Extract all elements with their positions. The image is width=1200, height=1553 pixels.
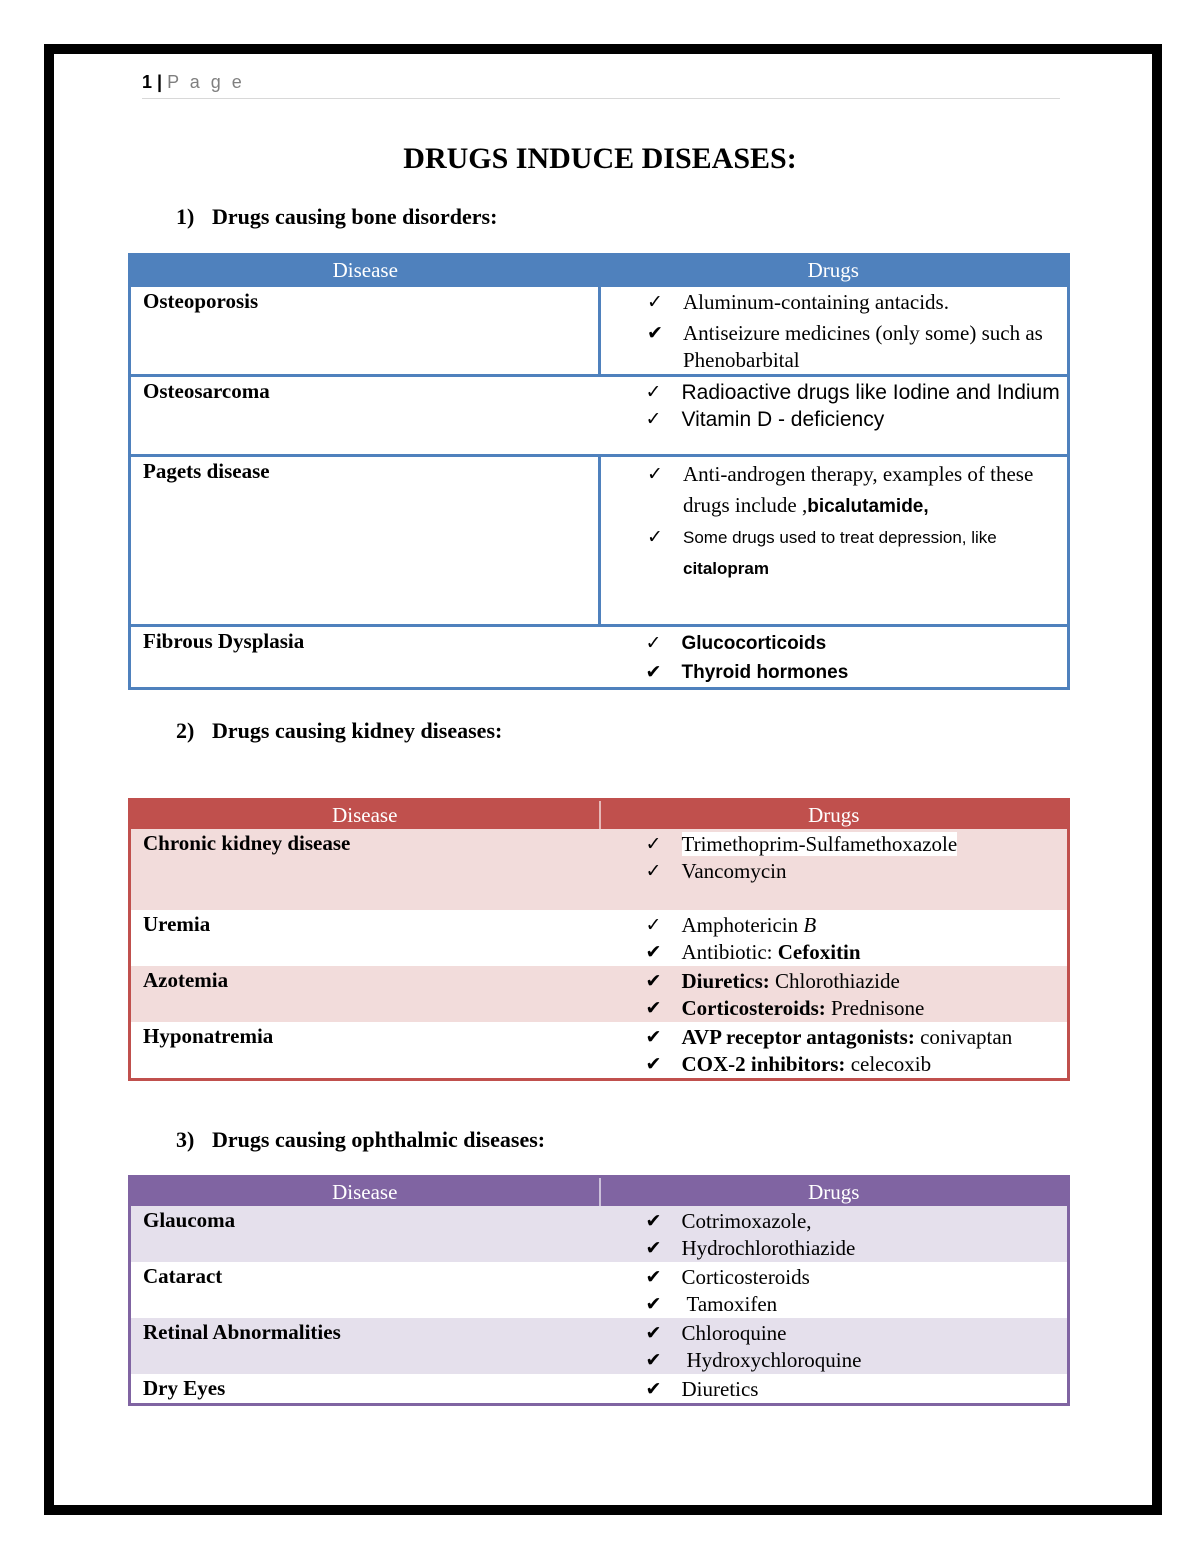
list-item [646, 1347, 1068, 1374]
checkmark-icon: ✔ [645, 1322, 662, 1344]
checkmark-icon: ✔ [645, 941, 662, 963]
drug-text: Cotrimoxazole, [681, 1209, 812, 1233]
checkmark-icon: ✔ [645, 661, 662, 683]
checkmark-icon: ✓ [645, 381, 662, 403]
table-row [130, 1022, 1069, 1080]
section-heading-bone [176, 204, 497, 230]
drug-class: AVP receptor antagonists: [681, 1025, 915, 1049]
disease-cell: Uremia [143, 912, 211, 936]
drug-text: Diuretics [681, 1377, 759, 1401]
checkmark-icon: ✓ [647, 526, 663, 548]
table-row [130, 286, 1069, 376]
list-item [646, 831, 1068, 858]
list-item [646, 1235, 1068, 1262]
section-heading-ophthalmic [176, 1127, 545, 1153]
drug-text: Antibiotic: [681, 940, 778, 964]
drug-text: Glucocorticoids [681, 633, 827, 654]
table-row [130, 376, 1069, 456]
page-number: 1 [142, 72, 153, 92]
list-item [646, 1024, 1068, 1051]
drugs-cell [600, 1318, 1069, 1374]
drug-text: Aluminum-containing antacids. [683, 290, 949, 314]
checkmark-icon: ✓ [645, 860, 662, 882]
checkmark-icon: ✔ [645, 1293, 662, 1315]
list-item [647, 289, 1067, 316]
checkmark-icon: ✓ [645, 833, 662, 855]
section-number: 1) [176, 204, 195, 229]
drug-text: conivaptan [914, 1025, 1013, 1049]
table-header-row [130, 255, 1069, 286]
list-item [647, 459, 1067, 522]
drugs-cell [600, 1022, 1069, 1080]
disease-cell: Glaucoma [130, 1206, 600, 1262]
checkmark-icon: ✔ [645, 1053, 662, 1075]
checkmark-icon: ✔ [647, 322, 663, 344]
ophthalmic-diseases-table [128, 1175, 1070, 1406]
list-item [646, 995, 1068, 1022]
list-item [647, 320, 1067, 374]
disease-cell: Fibrous Dysplasia [130, 626, 600, 689]
list-item [646, 1051, 1068, 1078]
column-header-disease: Disease [130, 1177, 600, 1207]
disease-cell: Retinal Abnormalities [130, 1318, 600, 1374]
list-item [646, 1208, 1068, 1235]
drug-text: Anti-androgen therapy, examples of these drugs include , [683, 462, 1034, 517]
drugs-cell [600, 286, 1069, 376]
disease-cell: Dry Eyes [143, 1376, 226, 1400]
drug-text: Radioactive drugs like Iodine and Indium [681, 381, 1060, 404]
checkmark-icon: ✔ [645, 1266, 662, 1288]
checkmark-icon: ✔ [645, 970, 662, 992]
section-title: Drugs causing bone disorders: [212, 204, 498, 229]
table-row [130, 829, 1069, 910]
drug-text: Thyroid hormones [681, 662, 849, 683]
checkmark-icon: ✓ [645, 632, 662, 654]
drug-text: Chlorothiazide [769, 969, 900, 993]
drug-text: Amphotericin [681, 913, 804, 937]
section-number: 2) [176, 718, 195, 743]
list-item [646, 629, 1068, 658]
drugs-cell [600, 1206, 1069, 1262]
list-item [646, 912, 1068, 939]
drug-class: COX-2 inhibitors: [681, 1052, 846, 1076]
drug-text: Vancomycin [681, 859, 787, 883]
disease-cell: Osteosarcoma [130, 376, 600, 456]
drug-text: Prednisone [825, 996, 925, 1020]
header-separator: | [157, 72, 163, 92]
list-item [646, 406, 1068, 433]
list-item [646, 1376, 1068, 1403]
drug-text: Trimethoprim-Sulfamethoxazole [681, 832, 958, 856]
column-header-drugs: Drugs [600, 800, 1069, 830]
list-item [646, 968, 1068, 995]
drug-text: Some drugs used to treat depression, like [683, 528, 997, 547]
table-row [130, 456, 1069, 626]
drugs-cell [600, 1374, 1069, 1405]
drug-class: Corticosteroids: [681, 996, 826, 1020]
drugs-cell [600, 910, 1069, 966]
column-header-drugs: Drugs [600, 255, 1069, 286]
table-header-row [130, 1177, 1069, 1207]
list-item [646, 379, 1068, 406]
drug-text: Antiseizure medicines (only some) such as Phenobarbital [683, 321, 1043, 372]
disease-cell: Chronic kidney disease [130, 829, 600, 910]
section-number: 3) [176, 1127, 195, 1152]
drug-name: bicalutamide, [807, 496, 929, 517]
drug-text: Chloroquine [681, 1321, 787, 1345]
bone-disorders-table [128, 253, 1070, 690]
checkmark-icon: ✓ [647, 291, 663, 313]
column-header-drugs: Drugs [600, 1177, 1069, 1207]
column-header-disease: Disease [130, 255, 600, 286]
checkmark-icon: ✔ [645, 1210, 662, 1232]
disease-cell: Hyponatremia [143, 1024, 274, 1048]
checkmark-icon: ✔ [645, 1349, 662, 1371]
checkmark-icon: ✓ [647, 463, 663, 485]
list-item [646, 658, 1068, 687]
drug-text: Hydroxychloroquine [686, 1348, 862, 1372]
drugs-cell [600, 829, 1069, 910]
page-label: P a g e [167, 72, 245, 92]
drug-text: Hydrochlorothiazide [681, 1236, 856, 1260]
table-header-row [130, 800, 1069, 830]
disease-cell: Azotemia [130, 966, 600, 1022]
checkmark-icon: ✔ [645, 1378, 662, 1400]
drugs-cell [600, 1262, 1069, 1318]
drug-name: Cefoxitin [777, 940, 861, 964]
table-row [130, 1206, 1069, 1262]
drug-text: celecoxib [845, 1052, 932, 1076]
list-item [646, 858, 1068, 885]
checkmark-icon: ✔ [645, 997, 662, 1019]
drugs-cell [600, 626, 1069, 689]
drug-text: Corticosteroids [681, 1265, 810, 1289]
drug-text: Tamoxifen [686, 1292, 778, 1316]
drug-text-italic: B [803, 913, 817, 937]
disease-cell: Cataract [143, 1264, 223, 1288]
drugs-cell [600, 456, 1069, 626]
list-item [647, 522, 1067, 584]
checkmark-icon: ✓ [645, 914, 662, 936]
disease-cell: Pagets disease [130, 456, 600, 626]
list-item [646, 1291, 1068, 1318]
checkmark-icon: ✔ [645, 1237, 662, 1259]
table-row [130, 1262, 1069, 1318]
table-row [130, 626, 1069, 689]
checkmark-icon: ✓ [645, 408, 662, 430]
section-title: Drugs causing ophthalmic diseases: [212, 1127, 546, 1152]
drug-text: Vitamin D - deficiency [681, 408, 885, 431]
table-row [130, 1374, 1069, 1405]
list-item [646, 939, 1068, 966]
drugs-cell [600, 376, 1069, 456]
section-title: Drugs causing kidney diseases: [212, 718, 503, 743]
page-header [142, 72, 1060, 99]
section-heading-kidney [176, 718, 502, 744]
drug-name: citalopram [683, 559, 769, 578]
list-item [646, 1264, 1068, 1291]
table-row [130, 910, 1069, 966]
table-row [130, 1318, 1069, 1374]
disease-cell: Osteoporosis [130, 286, 600, 376]
drugs-cell [600, 966, 1069, 1022]
drug-class: Diuretics: [681, 969, 770, 993]
kidney-diseases-table [128, 798, 1070, 1081]
list-item [646, 1320, 1068, 1347]
page-title: DRUGS INDUCE DISEASES: [403, 142, 797, 175]
table-row [130, 966, 1069, 1022]
checkmark-icon: ✔ [645, 1026, 662, 1048]
column-header-disease: Disease [130, 800, 600, 830]
